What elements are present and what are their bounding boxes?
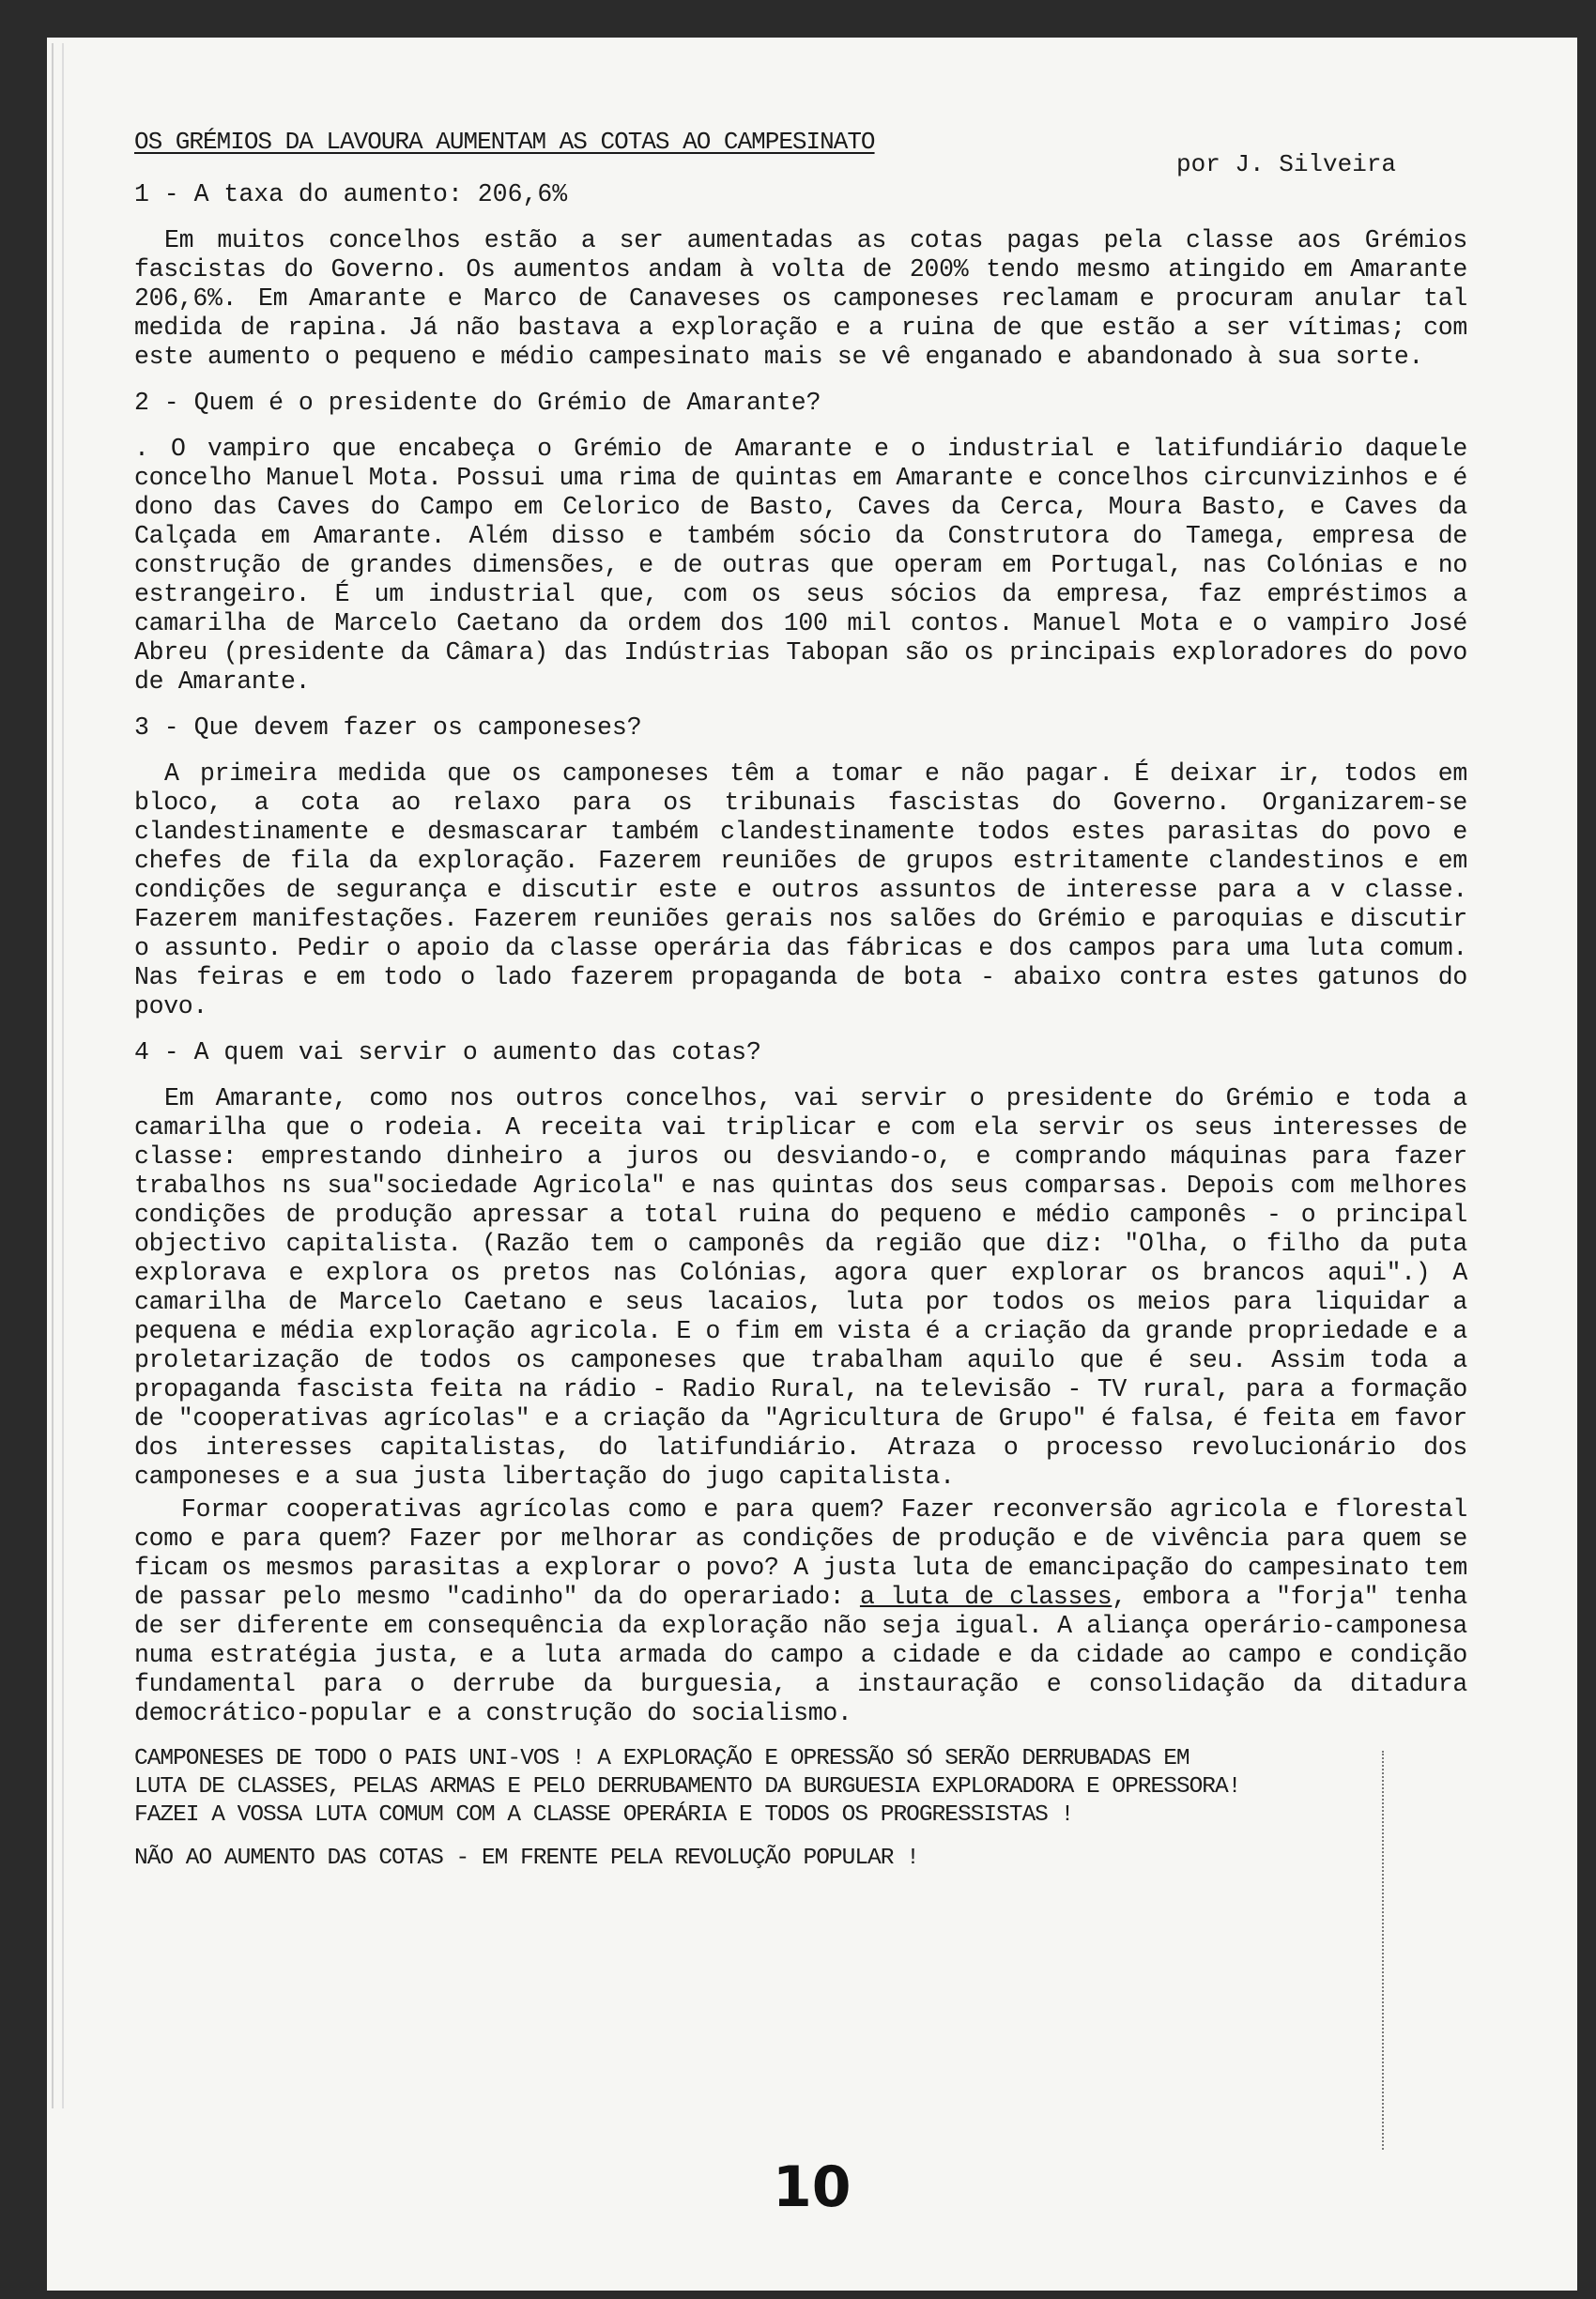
section-heading: 4 - A quem vai servir o aumento das cotas? [134, 1038, 761, 1066]
article [134, 122, 1467, 1888]
paragraph: Em Amarante, como nos outros concelhos, vai servir o presidente do Grémio e toda a camarilha que o rodeia. A receita vai triplicar e com ela servir os seus interesses de classe: emprestando dinheiro a juros ou desviando-o, e comprando máquinas para fazer trabalhos ns sua"sociedade Agricola" e nas quintas dos seus comparsas. Depois com melhores condições de produção apressar a total ruina do pequeno e médio camponês - o principal objectivo capitalista. (Razão tem o camponês da região que diz: "Olha, o filho da puta explorava e explora os pretos nas Colónias, agora quer explorar os brancos aqui".) A camarilha de Marcelo Caetano e seus lacaios, luta por todos os meios para liquidar a pequena e média exploração agricola. E o fim em vista é a criação da grande propriedade e a proletarização de todos os camponeses que trabalham aquilo que é seu. Assim toda a propaganda fascista feita na rádio - Radio Rural, na televisão - TV rural, para a formação de "cooperativas agrícolas" e a criação da "Agricultura de Grupo" é falsa, é feita em favor dos interesses capitalistas, do latifundiário. Atraza o processo revolucionário dos camponeses e a sua justa libertação do jugo capitalista. [134, 1084, 1467, 1491]
paragraph: . O vampiro que encabeça o Grémio de Amarante e o industrial e latifundiário daquele concelho Manuel Mota. Possui uma rima de quintas em Amarante e concelhos circunvizinhos e é dono das Caves do Campo em Celorico de Basto, Caves da Cerca, Moura Basto, e Caves da Calçada em Amarante. Além disso e também sócio da Construtora do Tamega, empresa de construção de grandes dimensões, e de outras que operam em Portugal, nas Colónias e no estrangeiro. É um industrial que, com os seus sócios da empresa, faz empréstimos a camarilha de Marcelo Caetano da ordem dos 100 mil contos. Manuel Mota e o vampiro José Abreu (presidente da Câmara) das Indústrias Tabopan são os principais exploradores do povo de Amarante. [134, 435, 1467, 696]
section-heading: 2 - Quem é o presidente do Grémio de Amarante? [134, 389, 821, 417]
slogan-line: NÃO AO AUMENTO DAS COTAS - EM FRENTE PELA REVOLUÇÃO POPULAR ! [134, 1846, 919, 1871]
closing-text-after: , embora a "forja" tenha de ser diferente em consequência da exploração não seja igual. A aliança operário-camponesa numa estratégia justa, e a luta armada do campo a cidade e da cidade ao campo e condição fundamental para o derrube da burguesia, a instauração e consolidação da ditadura democrático-popular e a construção do socialismo. [134, 1583, 1468, 1727]
section-heading: 1 - A taxa do aumento: 206,6% [134, 180, 568, 208]
stacked-page-edge [52, 43, 61, 2108]
slogan-block: CAMPONESES DE TODO O PAIS UNI-VOS ! A EXPLORAÇÃO E OPRESSÃO SÓ SERÃO DERRUBADAS EM LUTA DE CLASSES, PELAS ARMAS E PELO DERRUBAMENTO DA BURGUESIA EXPLORADORA E OPRESSORA! FAZEI A VOSSA LUTA COMUM COM A CLASSE OPERÁRIA E TODOS OS PROGRESSISTAS ! [134, 1746, 1241, 1828]
section-heading: 3 - Que devem fazer os camponeses? [134, 713, 642, 742]
stacked-page-edge [62, 43, 71, 2108]
closing-text-before: Formar cooperativas agrícolas como e para quem? Fazer reconversão agricola e florestal como e para quem? Fazer por melhorar as condições de produção e de vivência para quem se ficam os mesmos parasitas a explorar o povo? A justa luta de emancipação do campesinato tem de passar pelo mesmo "cadinho" da do operariado: [134, 1495, 1467, 1611]
title-row [134, 122, 1467, 180]
underlined-phrase: a luta de classes [859, 1583, 1113, 1611]
article-title: OS GRÉMIOS DA LAVOURA AUMENTAM AS COTAS AO CAMPESINATO [134, 128, 875, 156]
paragraph: Em muitos concelhos estão a ser aumentadas as cotas pagas pela classe aos Grémios fascistas do Governo. Os aumentos andam à volta de 200% tendo mesmo atingido em Amarante 206,6%. Em Amarante e Marco de Canaveses os camponeses reclamam e procuram anular tal medida de rapina. Já não bastava a exploração e a ruina de que estão a ser vítimas; com este aumento o pequeno e médio campesinato mais se vê enganado e abandonado à sua sorte. [134, 226, 1467, 371]
article-author: por J. Silveira [1176, 150, 1397, 178]
closing-paragraph [134, 1495, 1467, 1728]
page-number: 10 [773, 2154, 852, 2220]
margin-mark [1382, 1751, 1386, 2150]
paragraph: A primeira medida que os camponeses têm a tomar e não pagar. É deixar ir, todos em bloco, a cota ao relaxo para os tribunais fascistas do Governo. Organizarem-se clandestinamente e desmascarar também clandestinamente todos estes parasitas do povo e chefes de fila da exploração. Fazerem reuniões de grupos estritamente clandestinos e em condições de segurança e discutir este e outros assuntos de interesse para a v classe. Fazerem manifestações. Fazerem reuniões gerais nos salões do Grémio e paroquias e discutir o assunto. Pedir o apoio da classe operária das fábricas e dos campos para uma luta comum. Nas feiras e em todo o lado fazerem propaganda de bota - abaixo contra estes gatunos do povo. [134, 759, 1467, 1020]
